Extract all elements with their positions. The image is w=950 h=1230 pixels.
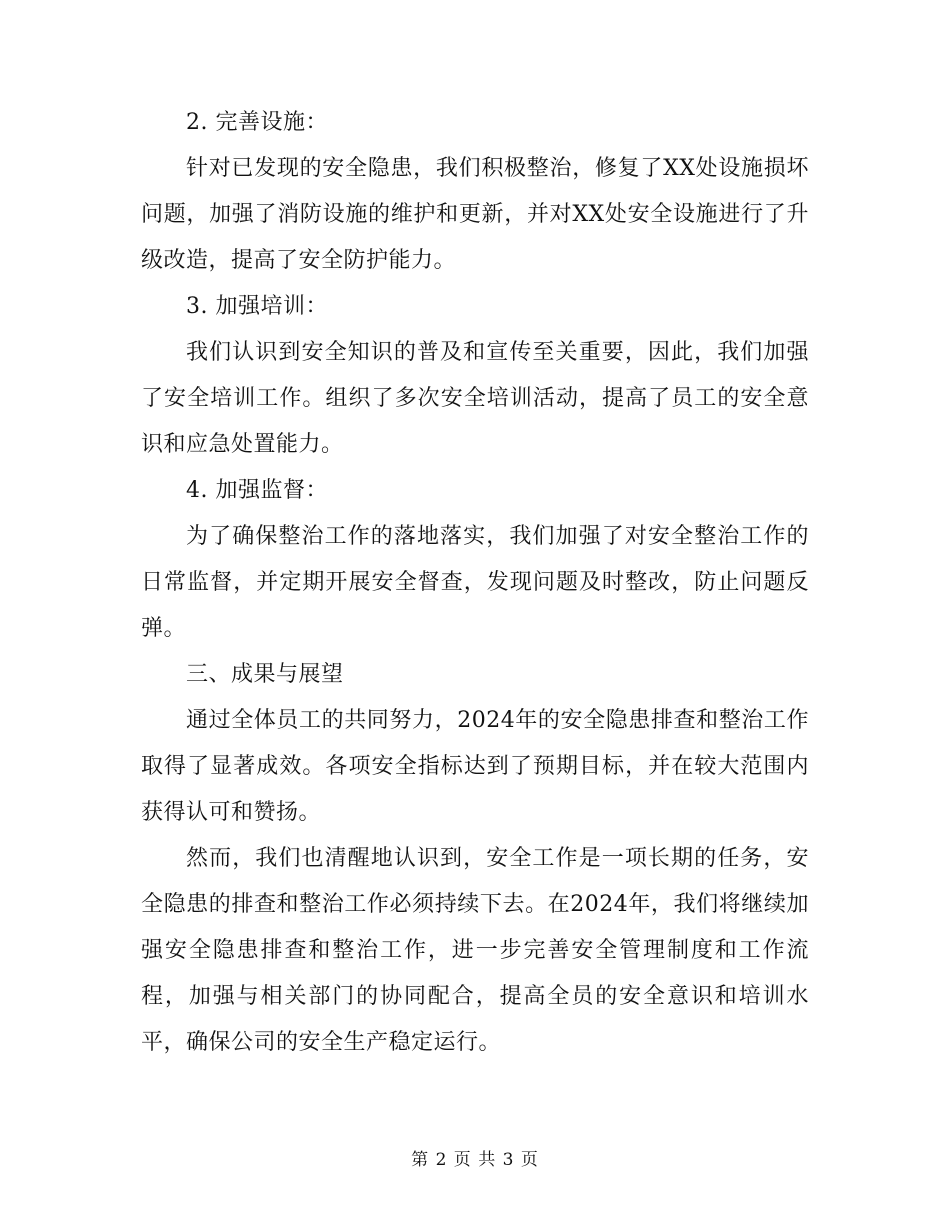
paragraph-strengthen-training: 我们认识到安全知识的普及和宣传至关重要，因此，我们加强了安全培训工作。组织了多次安全培训活动，提高了员工的安全意识和应急处置能力。 <box>141 340 809 457</box>
paragraph-improve-facilities: 针对已发现的安全隐患，我们积极整治，修复了XX处设施损坏问题，加强了消防设施的维护和更新，并对XX处安全设施进行了升级改造，提高了安全防护能力。 <box>141 156 809 273</box>
page-number-footer: 第 2 页 共 3 页 <box>411 1150 539 1170</box>
paragraph-results: 通过全体员工的共同努力，2024年的安全隐患排查和整治工作取得了显著成效。各项安全指标达到了预期目标，并在较大范围内获得认可和赞扬。 <box>141 708 809 825</box>
section-heading-improve-facilities: 2. 完善设施： <box>186 110 328 135</box>
section-heading-results-outlook: 三、成果与展望 <box>186 662 344 687</box>
paragraph-outlook: 然而，我们也清醒地认识到，安全工作是一项长期的任务，安全隐患的排查和整治工作必须持续下去。在2024年，我们将继续加强安全隐患排查和整治工作，进一步完善安全管理制度和工作流程，加强与相关部门的协同配合，提高全员的安全意识和培训水平，确保公司的安全生产稳定运行。 <box>141 846 809 1055</box>
section-heading-strengthen-training: 3. 加强培训： <box>186 294 328 319</box>
document-body <box>141 100 809 1066</box>
paragraph-strengthen-supervision: 为了确保整治工作的落地落实，我们加强了对安全整治工作的日常监督，并定期开展安全督查，发现问题及时整改，防止问题反弹。 <box>141 524 809 641</box>
section-heading-strengthen-supervision: 4. 加强监督： <box>186 478 328 503</box>
